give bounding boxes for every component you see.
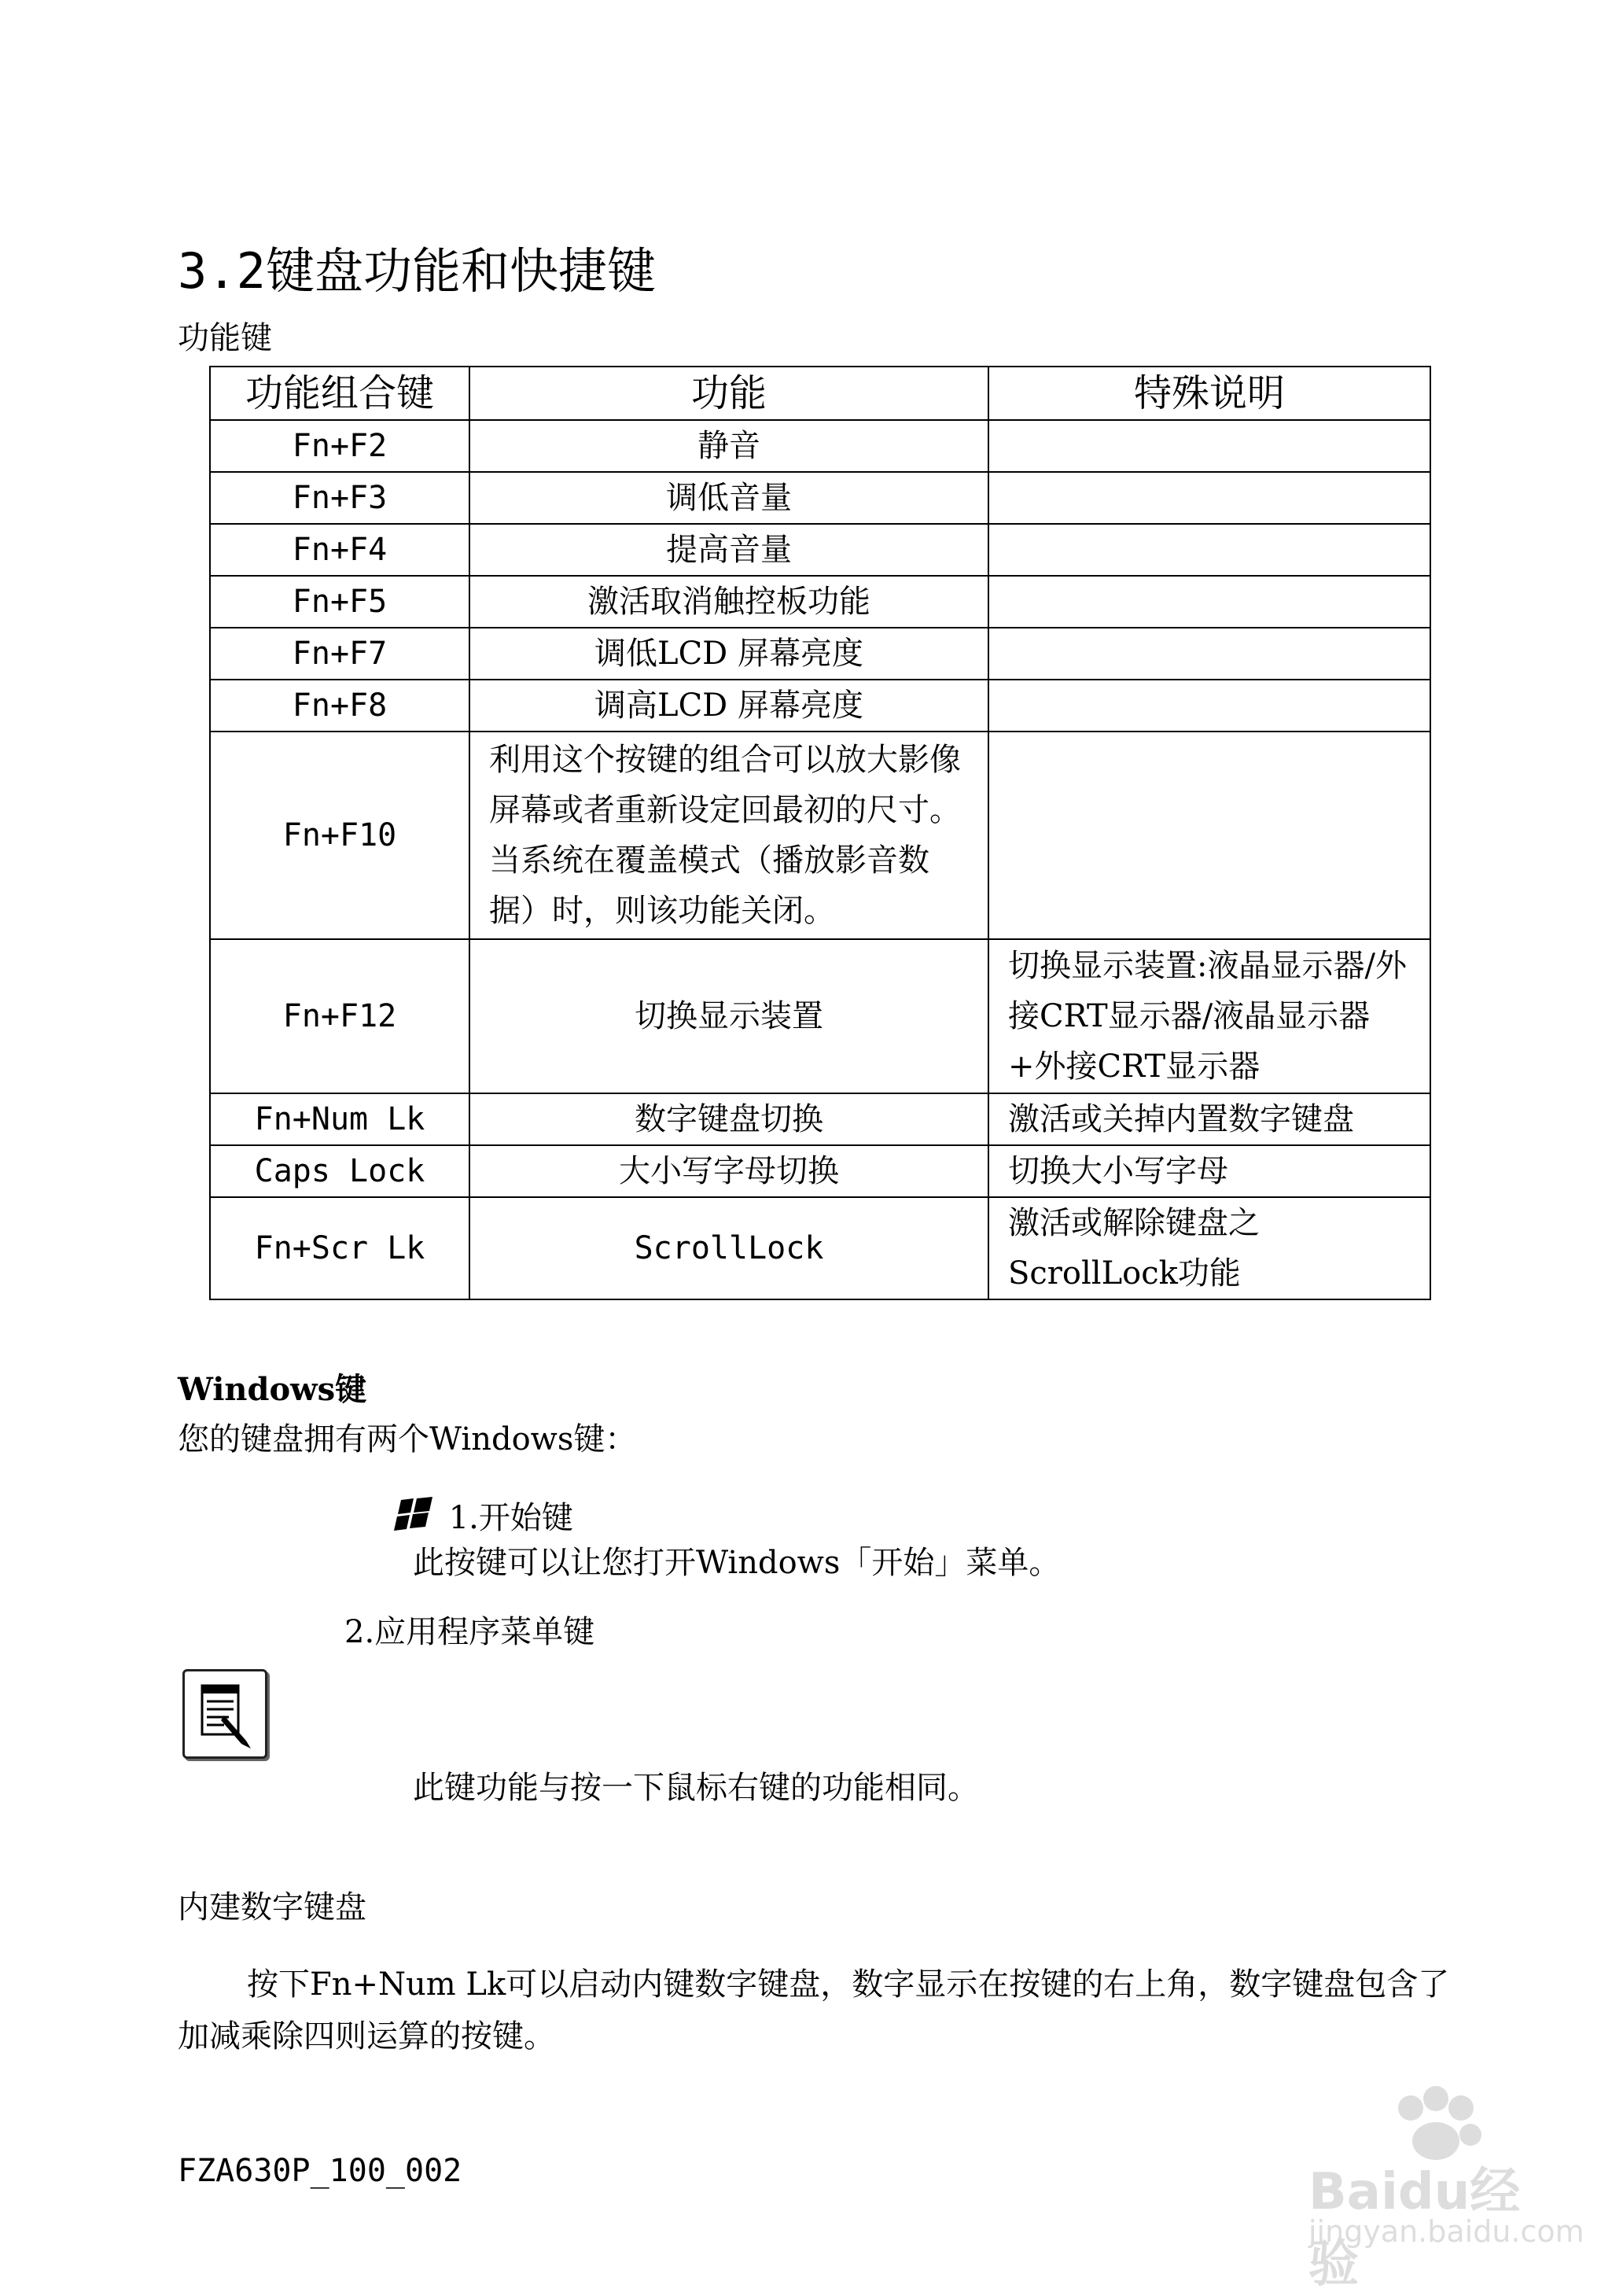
function-cell: 调高LCD 屏幕亮度	[469, 680, 988, 732]
table-row	[210, 680, 1430, 732]
note-cell: 激活或关掉内置数字键盘	[988, 1093, 1430, 1145]
key-cell: Fn+Scr Lk	[210, 1197, 469, 1299]
function-key-table	[209, 366, 1431, 1300]
table-row	[210, 732, 1430, 939]
note-cell	[988, 524, 1430, 576]
windows-section-title: Windows键	[178, 1371, 367, 1408]
header-function: 功能	[469, 367, 988, 420]
page-title: 3.2键盘功能和快捷键	[178, 242, 656, 300]
table-row	[210, 1197, 1430, 1299]
app-menu-key-desc: 此键功能与按一下鼠标右键的功能相同。	[413, 1770, 979, 1806]
note-cell	[988, 732, 1430, 939]
key-cell: Fn+F8	[210, 680, 469, 732]
key-cell: Fn+F4	[210, 524, 469, 576]
windows-logo-icon	[393, 1497, 439, 1541]
baidu-watermark	[1308, 2053, 1584, 2294]
table-row	[210, 472, 1430, 524]
fn-section-title: 功能键	[178, 320, 272, 356]
note-cell	[988, 576, 1430, 628]
header-key: 功能组合键	[210, 367, 469, 420]
windows-intro: 您的键盘拥有两个Windows键：	[178, 1421, 637, 1458]
app-menu-key-icon	[182, 1669, 267, 1759]
note-cell	[988, 680, 1430, 732]
function-cell: ScrollLock	[469, 1197, 988, 1299]
note-cell: 切换显示装置:液晶显示器/外接CRT显示器/液晶显示器+外接CRT显示器	[988, 939, 1430, 1093]
table-row	[210, 576, 1430, 628]
key-cell: Caps Lock	[210, 1145, 469, 1197]
numpad-body: 按下Fn+Num Lk可以启动内键数字键盘，数字显示在按键的右上角，数字键盘包含了加减乘除四则运算的按键。	[178, 1966, 1450, 2055]
key-cell: Fn+F10	[210, 732, 469, 939]
note-cell	[988, 472, 1430, 524]
note-cell	[988, 420, 1430, 472]
start-key-line	[393, 1497, 573, 1541]
key-cell: Fn+F7	[210, 628, 469, 680]
header-note: 特殊说明	[988, 367, 1430, 420]
table-row	[210, 524, 1430, 576]
footer-code: FZA630P_100_002	[178, 2153, 462, 2189]
function-cell: 静音	[469, 420, 988, 472]
table-row	[210, 628, 1430, 680]
function-cell: 激活取消触控板功能	[469, 576, 988, 628]
table-row	[210, 420, 1430, 472]
key-cell: Fn+F2	[210, 420, 469, 472]
key-cell: Fn+F12	[210, 939, 469, 1093]
key-cell: Fn+F3	[210, 472, 469, 524]
function-cell: 数字键盘切换	[469, 1093, 988, 1145]
note-cell: 切换大小写字母	[988, 1145, 1430, 1197]
function-cell: 调低LCD 屏幕亮度	[469, 628, 988, 680]
function-cell: 利用这个按键的组合可以放大影像屏幕或者重新设定回最初的尺寸。当系统在覆盖模式（播放影音数据）时，则该功能关闭。	[469, 732, 988, 939]
table-row	[210, 939, 1430, 1093]
app-menu-key-title: 2.应用程序菜单键	[344, 1614, 595, 1650]
watermark-url: jingyan.baidu.com	[1308, 2214, 1584, 2249]
table-row	[210, 1145, 1430, 1197]
function-cell: 大小写字母切换	[469, 1145, 988, 1197]
table-row	[210, 1093, 1430, 1145]
key-cell: Fn+F5	[210, 576, 469, 628]
watermark-label: 经验	[1308, 2163, 1521, 2294]
start-key-title: 1.开始键	[448, 1500, 573, 1536]
function-cell: 提高音量	[469, 524, 988, 576]
start-key-desc: 此按键可以让您打开Windows「开始」菜单。	[413, 1545, 1061, 1581]
function-cell: 切换显示装置	[469, 939, 988, 1093]
watermark-brand: Baidu	[1308, 2163, 1470, 2221]
key-cell: Fn+Num Lk	[210, 1093, 469, 1145]
function-cell: 调低音量	[469, 472, 988, 524]
numpad-section-title: 内建数字键盘	[178, 1889, 366, 1926]
note-cell: 激活或解除键盘之ScrollLock功能	[988, 1197, 1430, 1299]
note-cell	[988, 628, 1430, 680]
